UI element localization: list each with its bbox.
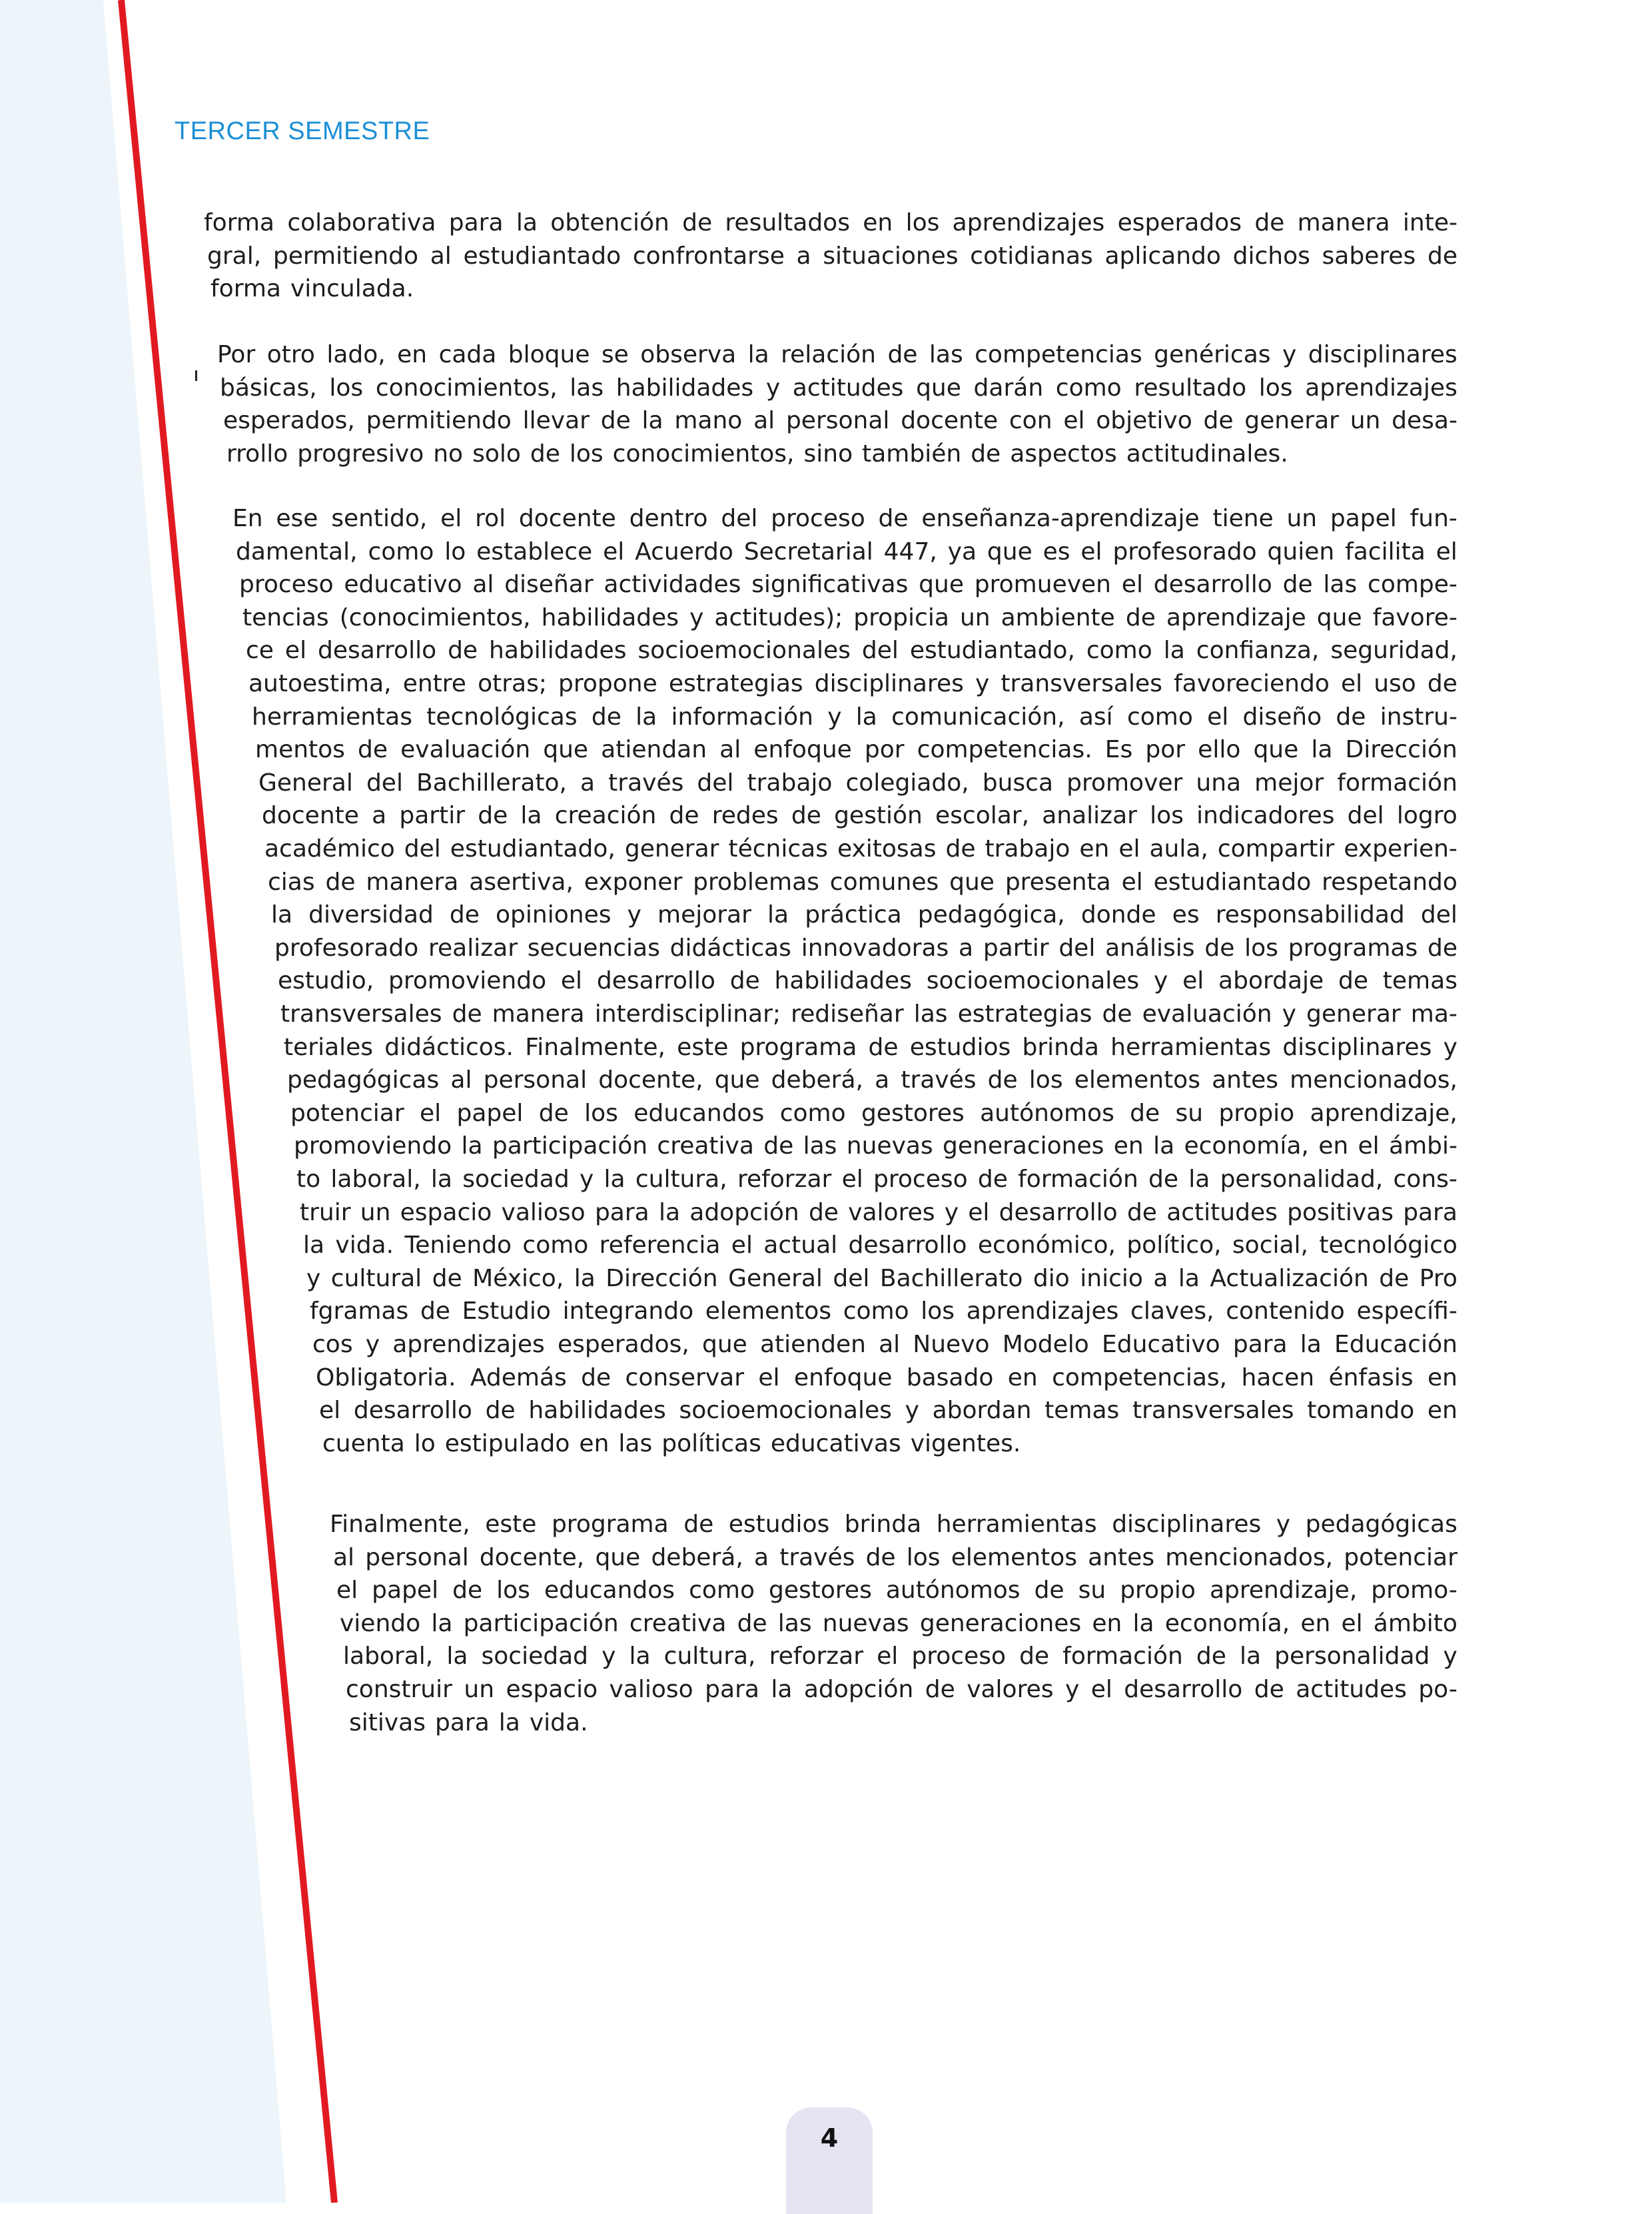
- text-line: estudio, promoviendo el desarrollo de habilidades socioemocionales y el abordaje de temas: [278, 967, 1457, 995]
- text-line: profesorado realizar secuencias didácticas innovadoras a partir del análisis de los programas de: [274, 934, 1457, 962]
- text-line: el papel de los educandos como gestores autónomos de su propio aprendizaje, promo-: [336, 1577, 1457, 1605]
- text-line: to laboral, la sociedad y la cultura, reforzar el proceso de formación de la personalidad, cons-: [296, 1166, 1457, 1193]
- text-line: autoestima, entre otras; propone estrategias disciplinares y transversales favoreciendo el uso de: [248, 670, 1457, 697]
- text-line: General del Bachillerato, a través del trabajo colegiado, busca promover una mejor formación: [258, 769, 1457, 797]
- text-line: académico del estudiantado, generar técnicas exitosas de trabajo en el aula, compartir experien-: [264, 835, 1457, 863]
- text-line: truir un espacio valioso para la adopción de valores y el desarrollo de actitudes positivas para: [300, 1198, 1457, 1226]
- margin-tick-mark: [195, 370, 197, 381]
- text-line: mentos de evaluación que atiendan al enfoque por competencias. Es por ello que la Dirección: [255, 736, 1457, 764]
- text-line: Finalmente, este programa de estudios brinda herramientas disciplinares y pedagógicas: [330, 1511, 1457, 1538]
- text-line: Por otro lado, en cada bloque se observa la relación de las competencias genéricas y disciplinares: [217, 341, 1457, 368]
- text-line: la vida. Teniendo como referencia el actual desarrollo económico, político, social, tecnológico: [303, 1232, 1457, 1260]
- text-line: al personal docente, que deberá, a través de los elementos antes mencionados, potenciar: [333, 1543, 1457, 1571]
- text-line: ce el desarrollo de habilidades socioemocionales del estudiantado, como la confianza, seguridad,: [246, 637, 1457, 665]
- text-line: damental, como lo establece el Acuerdo Secretarial 447, ya que es el profesorado quien facilita el: [236, 538, 1457, 565]
- text-line: forma vinculada.: [210, 275, 414, 303]
- text-line: fgramas de Estudio integrando elementos como los aprendizajes claves, contenido específi-: [310, 1297, 1457, 1325]
- text-line: viendo la participación creativa de las nuevas generaciones en la economía, en el ámbito: [340, 1609, 1457, 1637]
- text-line: la diversidad de opiniones y mejorar la práctica pedagógica, donde es responsabilidad del: [271, 901, 1457, 929]
- text-line: teriales didácticos. Finalmente, este programa de estudios brinda herramientas disciplinares y: [284, 1033, 1457, 1061]
- text-line: forma colaborativa para la obtención de resultados en los aprendizajes esperados de manera inte-: [204, 209, 1457, 236]
- page-number: 4: [820, 2123, 839, 2153]
- text-line: y cultural de México, la Dirección General del Bachillerato dio inicio a la Actualización de Pro: [306, 1264, 1457, 1292]
- text-line: docente a partir de la creación de redes de gestión escolar, analizar los indicadores del logro: [262, 802, 1457, 830]
- text-line: cos y aprendizajes esperados, que atienden al Nuevo Modelo Educativo para la Educación: [312, 1331, 1457, 1358]
- text-line: el desarrollo de habilidades socioemocionales y abordan temas transversales tomando en: [319, 1397, 1457, 1425]
- text-line: cias de manera asertiva, exponer problemas comunes que presenta el estudiantado respetando: [268, 868, 1457, 896]
- text-line: rrollo progresivo no solo de los conocimientos, sino también de aspectos actitudinales.: [226, 440, 1288, 468]
- text-line: herramientas tecnológicas de la información y la comunicación, así como el diseño de instru-: [252, 703, 1457, 731]
- text-line: proceso educativo al diseñar actividades significativas que promueven el desarrollo de las compe-: [239, 571, 1457, 599]
- text-line: cuenta lo estipulado en las políticas educativas vigentes.: [322, 1429, 1021, 1457]
- text-line: tencias (conocimientos, habilidades y actitudes); propicia un ambiente de aprendizaje que favore-: [242, 603, 1457, 631]
- text-line: promoviendo la participación creativa de las nuevas generaciones en la economía, en el ámbi-: [294, 1132, 1457, 1160]
- text-line: sitivas para la vida.: [349, 1708, 588, 1736]
- text-line: Obligatoria. Además de conservar el enfoque basado en competencias, hacen énfasis en: [316, 1363, 1457, 1391]
- text-line: esperados, permitiendo llevar de la mano al personal docente con el objetivo de generar un desa-: [223, 407, 1457, 435]
- text-line: construir un espacio valioso para la adopción de valores y el desarrollo de actitudes po-: [346, 1676, 1457, 1703]
- text-line: pedagógicas al personal docente, que deberá, a través de los elementos antes mencionados,: [287, 1066, 1457, 1094]
- text-line: potenciar el papel de los educandos como gestores autónomos de su propio aprendizaje,: [290, 1099, 1457, 1127]
- running-header: TERCER SEMESTRE: [175, 117, 430, 145]
- text-line: transversales de manera interdisciplinar; rediseñar las estrategias de evaluación y generar ma-: [280, 1000, 1457, 1028]
- text-line: En ese sentido, el rol docente dentro del proceso de enseñanza-aprendizaje tiene un papel fun-: [232, 505, 1457, 532]
- text-line: gral, permitiendo al estudiantado confrontarse a situaciones cotidianas aplicando dichos saberes de: [207, 242, 1457, 270]
- text-line: laboral, la sociedad y la cultura, reforzar el proceso de formación de la personalidad y: [343, 1643, 1457, 1670]
- text-line: básicas, los conocimientos, las habilidades y actitudes que darán como resultado los aprendizajes: [220, 374, 1457, 402]
- page-number-tab: [786, 2107, 873, 2214]
